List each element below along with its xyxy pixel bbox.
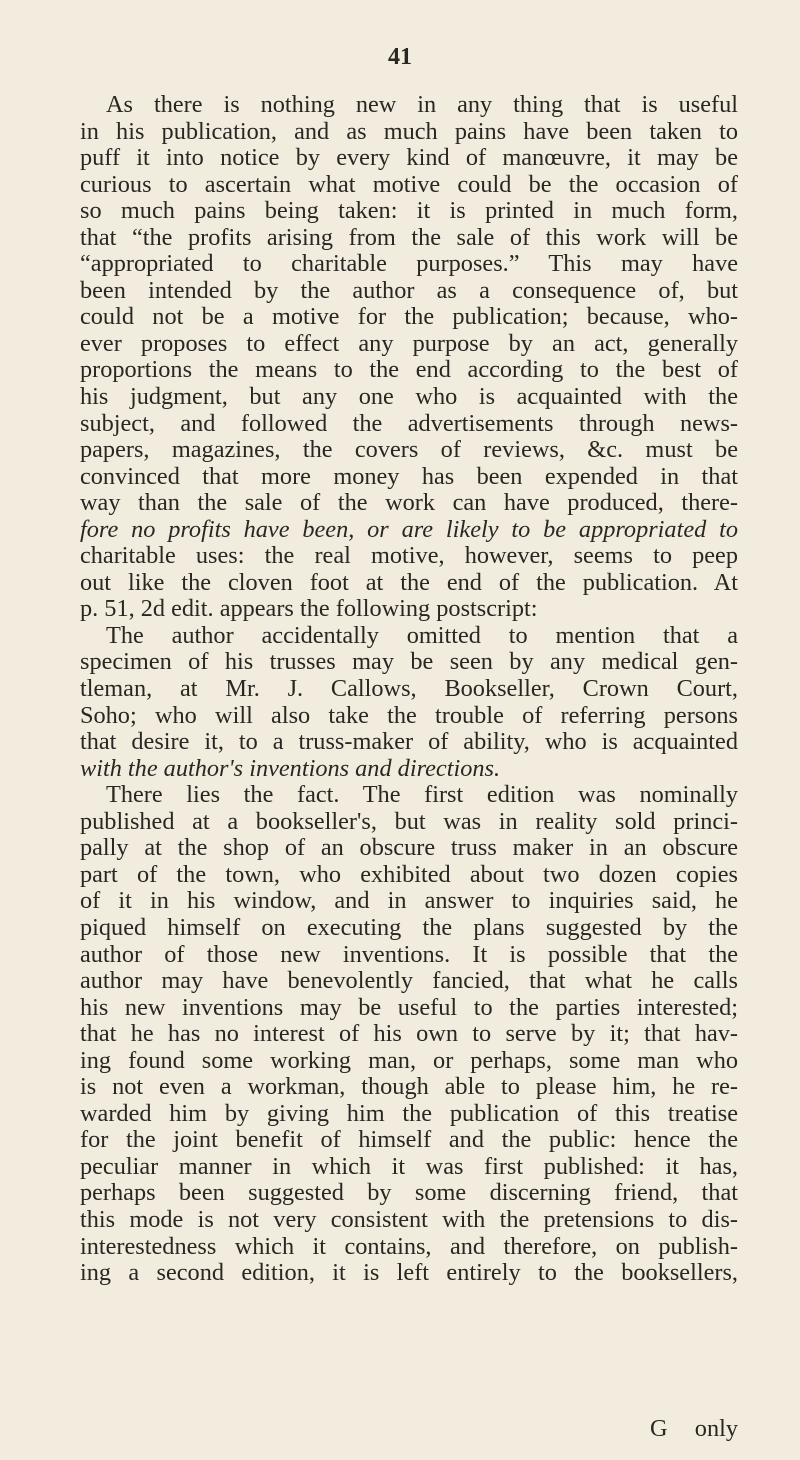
text-line: pally at the shop of an obscure truss maker in an obscure [80, 834, 738, 862]
catchword: only [694, 1415, 738, 1442]
text-line: out like the cloven foot at the end of the publication. At [80, 568, 738, 596]
text-line: perhaps been suggested by some discerning friend, that [80, 1179, 738, 1207]
text-line: ing found some working man, or perhaps, some man who [80, 1046, 738, 1074]
text-line: with the author's inventions and directions. [80, 754, 501, 782]
body-text [80, 92, 738, 1287]
text-line: tleman, at Mr. J. Callows, Bookseller, Crown Court, [80, 675, 738, 703]
text-line: interestedness which it contains, and therefore, on publish- [80, 1232, 738, 1260]
signature-mark: G [650, 1415, 668, 1442]
text-line: specimen of his trusses may be seen by any medical gen- [80, 648, 738, 676]
text-line: There lies the fact. The first edition was nominally [106, 781, 738, 809]
text-line: puff it into notice by every kind of manœuvre, it may be [80, 144, 738, 172]
text-line: author may have benevolently fancied, that what he calls [80, 967, 738, 995]
text-line: of it in his window, and in answer to inquiries said, he [80, 887, 738, 915]
text-line: been intended by the author as a consequence of, but [80, 276, 738, 304]
text-line: “appropriated to charitable purposes.” This may have [80, 250, 738, 278]
text-line: proportions the means to the end according to the best of [80, 356, 738, 384]
text-line: way than the sale of the work can have produced, there- [80, 489, 738, 517]
text-line: published at a bookseller's, but was in reality sold princi- [80, 807, 738, 835]
text-line: curious to ascertain what motive could be the occasion of [80, 170, 738, 198]
text-line: convinced that more money has been expended in that [80, 462, 738, 490]
text-line: ever proposes to effect any purpose by an act, generally [80, 329, 738, 357]
text-line: that desire it, to a truss-maker of ability, who is acquainted [80, 728, 738, 756]
page-footer [80, 1415, 738, 1445]
text-line: ing a second edition, it is left entirely to the booksellers, [80, 1259, 738, 1287]
text-line: peculiar manner in which it was first published: it has, [80, 1152, 738, 1180]
text-line: As there is nothing new in any thing that is useful [106, 91, 738, 118]
text-line: p. 51, 2d edit. appears the following postscript: [80, 595, 538, 623]
text-line: subject, and followed the advertisements through news- [80, 409, 738, 437]
text-line: piqued himself on executing the plans suggested by the [80, 913, 738, 941]
text-line: his judgment, but any one who is acquainted with the [80, 383, 738, 411]
text-line: Soho; who will also take the trouble of referring persons [80, 701, 738, 729]
text-line: author of those new inventions. It is possible that the [80, 940, 738, 968]
text-line: for the joint benefit of himself and the public: hence the [80, 1126, 738, 1154]
text-line: could not be a motive for the publication; because, who- [80, 303, 738, 331]
text-line: that he has no interest of his own to serve by it; that hav- [80, 1020, 738, 1048]
text-line: warded him by giving him the publication of this treatise [80, 1099, 738, 1127]
text-line: so much pains being taken: it is printed in much form, [80, 197, 738, 225]
text-line: in his publication, and as much pains have been taken to [80, 117, 738, 145]
text-line: his new inventions may be useful to the parties interested; [80, 993, 738, 1021]
text-line: that “the profits arising from the sale of this work will be [80, 223, 738, 251]
text-line: is not even a workman, though able to please him, he re- [80, 1073, 738, 1101]
text-line: fore no profits have been, or are likely to be appropriated to [80, 515, 738, 543]
page-number: 41 [388, 44, 412, 70]
text-line: this mode is not very consistent with the pretensions to dis- [80, 1205, 738, 1233]
text-line: papers, magazines, the covers of reviews, &c. must be [80, 436, 738, 464]
text-line: charitable uses: the real motive, however, seems to peep [80, 542, 738, 570]
text-line: The author accidentally omitted to mention that a [106, 621, 738, 649]
text-line: part of the town, who exhibited about two dozen copies [80, 860, 738, 888]
